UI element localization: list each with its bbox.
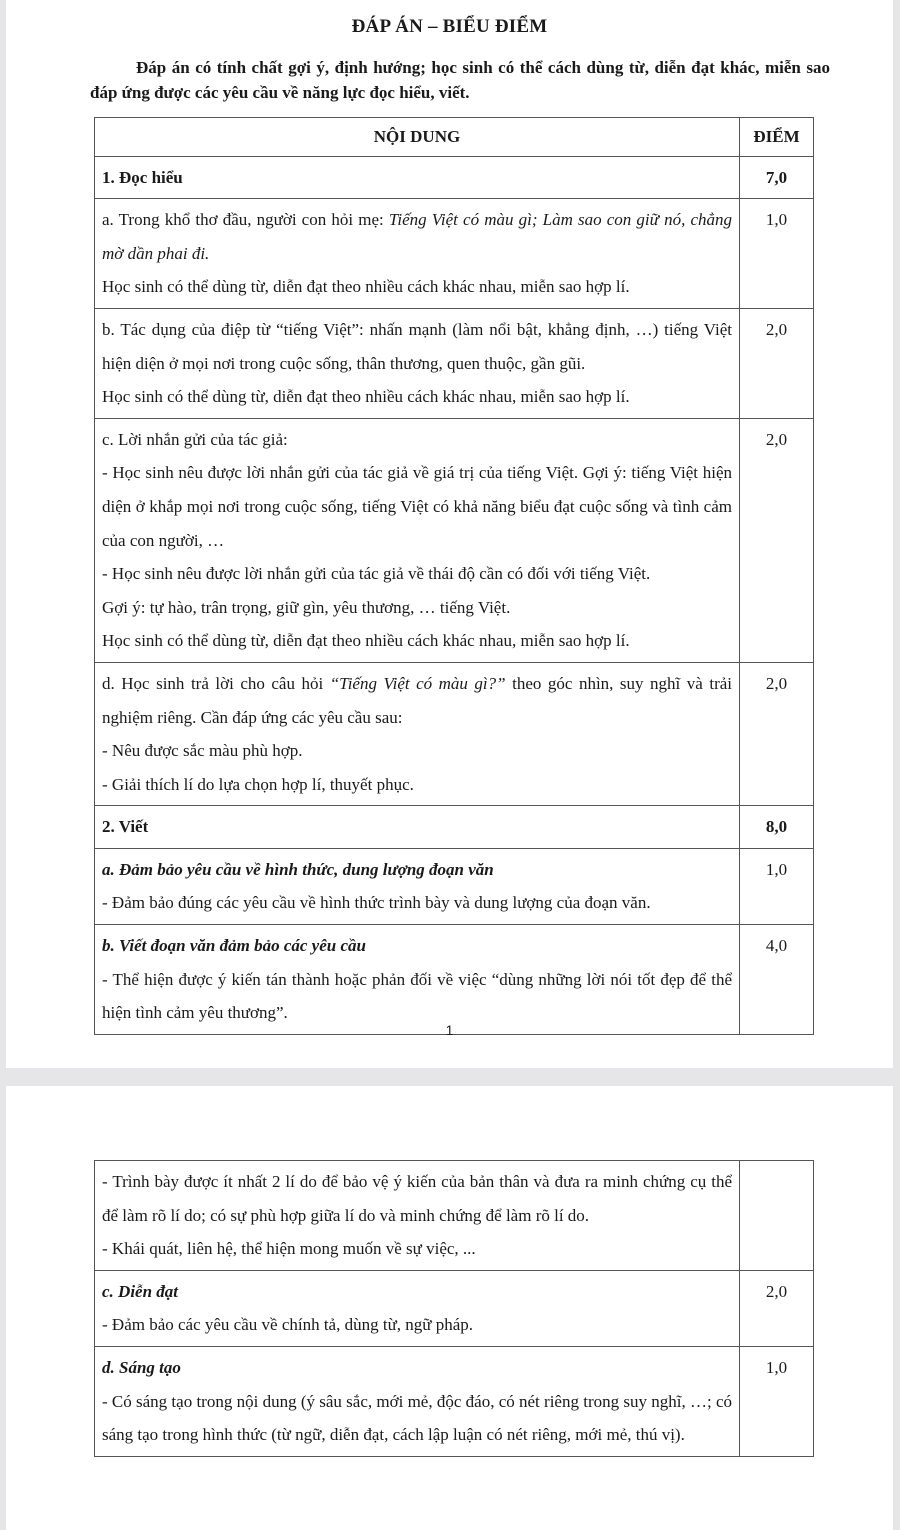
writing-b-content	[95, 925, 740, 1035]
writing-b-p2: - Trình bày được ít nhất 2 lí do để bảo vệ ý kiến của bản thân và đưa ra minh chứng cụ thể để làm rõ lí do; có sự phù hợp giữa lí do và minh chứng để làm rõ lí do.	[102, 1172, 732, 1225]
item-b-score: 2,0	[740, 308, 814, 418]
section-1-row	[95, 156, 814, 199]
section-2-row	[95, 806, 814, 849]
table-row	[95, 418, 814, 662]
writing-d-heading: d. Sáng tạo	[102, 1357, 181, 1377]
answer-key-table	[94, 117, 814, 1035]
writing-a-p1: - Đảm bảo đúng các yêu cầu về hình thức trình bày và dung lượng của đoạn văn.	[102, 893, 651, 913]
item-a-prefix: a. Trong khổ thơ đầu, người con hỏi mẹ:	[102, 210, 389, 230]
item-d-prefix: d. Học sinh trả lời cho câu hỏi	[102, 673, 330, 693]
item-a-note: Học sinh có thể dùng từ, diễn đạt theo nhiều cách khác nhau, miễn sao hợp lí.	[102, 277, 630, 297]
writing-b-continued	[95, 1161, 740, 1271]
document-page-1	[6, 0, 893, 1068]
item-a-score: 1,0	[740, 199, 814, 309]
table-row	[95, 308, 814, 418]
table-row	[95, 1346, 814, 1456]
table-header-row	[95, 118, 814, 157]
writing-b-score: 4,0	[740, 925, 814, 1035]
item-d-score: 2,0	[740, 662, 814, 805]
section-2-label: 2. Viết	[95, 806, 740, 849]
intro-note: Đáp án có tính chất gợi ý, định hướng; học sinh có thể cách dùng từ, diễn đạt khác, miễn sao đáp ứng được các yêu cầu về năng lực đọc hiểu, viết.	[90, 58, 830, 102]
item-d-p2: - Giải thích lí do lựa chọn hợp lí, thuyết phục.	[102, 774, 414, 794]
item-b-content	[95, 308, 740, 418]
writing-a-content	[95, 848, 740, 924]
writing-b-p3: - Khái quát, liên hệ, thể hiện mong muốn về sự việc, ...	[102, 1239, 476, 1259]
table-row	[95, 199, 814, 309]
document-page-2	[6, 1086, 893, 1530]
answer-key-table-continued	[94, 1160, 814, 1457]
table-row	[95, 662, 814, 805]
table-row	[95, 1161, 814, 1271]
section-1-score: 7,0	[740, 156, 814, 199]
table-row	[95, 1270, 814, 1346]
page-number: 1	[445, 1022, 454, 1038]
item-c-p3: Gợi ý: tự hào, trân trọng, giữ gìn, yêu thương, … tiếng Việt.	[102, 597, 511, 617]
item-c-content	[95, 418, 740, 662]
writing-b-p1: - Thể hiện được ý kiến tán thành hoặc phản đối về việc “dùng những lời nói tốt đẹp để thể hiện tình cảm yêu thương”.	[102, 969, 732, 1023]
section-1-label: 1. Đọc hiểu	[95, 156, 740, 199]
table-row	[95, 925, 814, 1035]
item-d-question	[102, 667, 732, 734]
table-row	[95, 848, 814, 924]
writing-d-score: 1,0	[740, 1346, 814, 1456]
writing-b-continued-score	[740, 1161, 814, 1271]
item-d-quote: “Tiếng Việt có màu gì?”	[329, 673, 506, 693]
writing-b-heading: b. Viết đoạn văn đảm bảo các yêu cầu	[102, 936, 366, 956]
item-c-score: 2,0	[740, 418, 814, 662]
item-a-content	[95, 199, 740, 309]
header-content: NỘI DUNG	[95, 118, 740, 157]
item-d-p1: - Nêu được sắc màu phù hợp.	[102, 741, 303, 761]
writing-a-heading: a. Đảm bảo yêu cầu về hình thức, dung lượng đoạn văn	[102, 859, 494, 879]
item-d-suffix: theo góc nhìn, suy nghĩ và trải nghiệm riêng. Cần đáp ứng các yêu cầu sau:	[102, 673, 732, 727]
item-b-text: b. Tác dụng của điệp từ “tiếng Việt”: nhấn mạnh (làm nổi bật, khẳng định, …) tiếng Việt hiện diện ở mọi nơi trong cuộc sống, thân thương, quen thuộc, gần gũi.	[102, 319, 732, 373]
writing-c-content	[95, 1270, 740, 1346]
writing-d-p1: - Có sáng tạo trong nội dung (ý sâu sắc, mới mẻ, độc đáo, có nét riêng trong suy nghĩ, …; có sáng tạo trong hình thức (từ ngữ, diễn đạt, cách lập luận có nét riêng, mới mẻ, thú vị).	[102, 1391, 732, 1445]
item-d-content	[95, 662, 740, 805]
item-c-note: Học sinh có thể dùng từ, diễn đạt theo nhiều cách khác nhau, miễn sao hợp lí.	[102, 631, 630, 651]
section-2-score: 8,0	[740, 806, 814, 849]
document-title: ĐÁP ÁN – BIỂU ĐIỂM	[351, 16, 548, 37]
writing-a-score: 1,0	[740, 848, 814, 924]
writing-d-content	[95, 1346, 740, 1456]
writing-c-score: 2,0	[740, 1270, 814, 1346]
writing-c-p1: - Đảm bảo các yêu cầu về chính tả, dùng từ, ngữ pháp.	[102, 1315, 474, 1335]
item-a-question	[102, 203, 732, 270]
item-a-quote: Tiếng Việt có màu gì; Làm sao con giữ nó, chẳng mờ dần phai đi.	[102, 210, 732, 263]
writing-c-heading: c. Diễn đạt	[102, 1281, 179, 1301]
item-b-note: Học sinh có thể dùng từ, diễn đạt theo nhiều cách khác nhau, miễn sao hợp lí.	[102, 387, 630, 407]
header-score: ĐIỂM	[740, 118, 814, 157]
item-c-p2: - Học sinh nêu được lời nhắn gửi của tác giả về thái độ cần có đối với tiếng Việt.	[102, 564, 651, 584]
item-c-p1: - Học sinh nêu được lời nhắn gửi của tác giả về giá trị của tiếng Việt. Gợi ý: tiếng Việt hiện diện ở khắp mọi nơi trong cuộc sống, tiếng Việt có khả năng biểu đạt cuộc sống và tình cảm của con người, …	[102, 463, 732, 550]
item-c-heading: c. Lời nhắn gửi của tác giả:	[102, 429, 288, 449]
